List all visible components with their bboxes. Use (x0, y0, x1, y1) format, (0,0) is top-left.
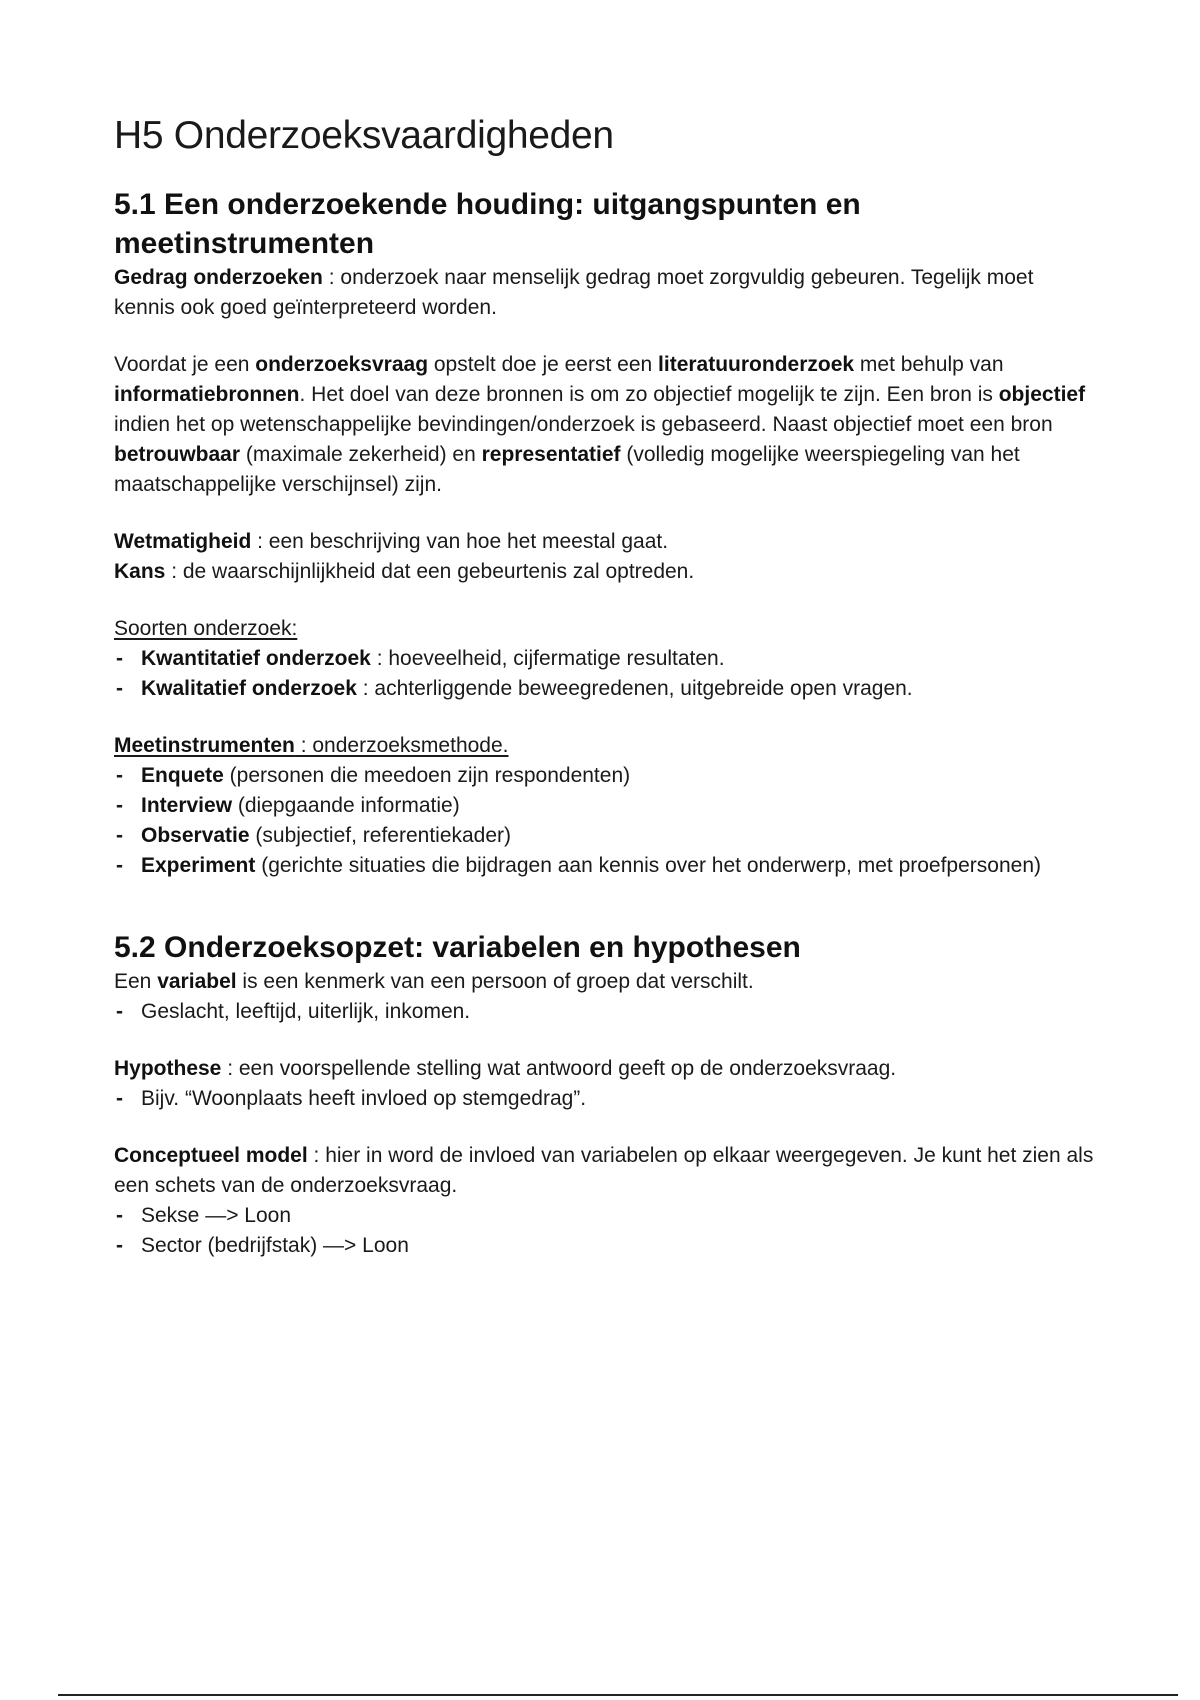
description: (personen die meedoen zijn respondenten) (223, 764, 631, 787)
term: Wetmatigheid (114, 530, 252, 553)
definition-kans (114, 557, 1094, 587)
term: Interview (141, 794, 233, 817)
definition: : hoeveelheid, cijfermatige resultaten. (370, 647, 725, 670)
soorten-list (114, 644, 1094, 704)
definition: : een voorspellende stelling wat antwoord geeft op de onderzoeksvraag. (221, 1057, 897, 1080)
text: indien het op wetenschappelijke bevindingen/onderzoek is gebaseerd. Naast objectief moet een bron (114, 413, 1053, 436)
term: Hypothese (114, 1057, 222, 1080)
term: variabel (157, 970, 237, 993)
term: informatiebronnen (114, 383, 300, 406)
text: Voordat je een (114, 353, 256, 376)
term: Gedrag onderzoeken (114, 266, 323, 289)
definition: : hier in word de invloed van variabelen op elkaar weergegeven. Je kunt het zien als een schets van de onderzoeksvraag. (114, 1144, 1094, 1197)
term: Observatie (141, 824, 250, 847)
section-heading-5-2: 5.2 Onderzoeksopzet: variabelen en hypothesen (114, 931, 801, 964)
list-item (114, 761, 1094, 791)
term: Kwalitatief onderzoek (141, 677, 357, 700)
list-item (114, 644, 1094, 674)
list-item (114, 851, 1094, 881)
page-title: H5 Onderzoeksvaardigheden (114, 114, 614, 157)
document-page (114, 112, 1094, 1261)
meetinstrumenten-heading (114, 731, 1094, 761)
text: . Het doel van deze bronnen is om zo objectief mogelijk te zijn. Een bron is (299, 383, 999, 406)
list-item: - Geslacht, leeftijd, uiterlijk, inkomen. (114, 997, 1094, 1027)
term: objectief (998, 383, 1086, 406)
paragraph-onderzoeksvraag (114, 350, 1094, 500)
paragraph-gedrag (114, 263, 1094, 323)
term: Experiment (141, 854, 256, 877)
definition: : achterliggende beweegredenen, uitgebreide open vragen. (356, 677, 913, 700)
list-item: - Sector (bedrijfstak) —> Loon (114, 1231, 1094, 1261)
definition-conceptueel-model (114, 1141, 1094, 1201)
description: (gerichte situaties die bijdragen aan kennis over het onderwerp, met proefpersonen) (255, 854, 1041, 877)
term: Meetinstrumenten (114, 734, 295, 757)
meetinstrumenten-list (114, 761, 1094, 881)
definition: : onderzoek naar menselijk gedrag moet zorgvuldig gebeuren. Tegelijk moet kennis ook goed geïnterpreteerd worden. (114, 266, 1034, 319)
list-item: - Sekse —> Loon (114, 1201, 1094, 1231)
hypothese-examples (114, 1084, 1094, 1114)
text: (maximale zekerheid) en (240, 443, 482, 466)
definition: : een beschrijving van hoe het meestal gaat. (251, 530, 669, 553)
term: betrouwbaar (114, 443, 241, 466)
term: Kans (114, 560, 166, 583)
list-item: - Bijv. “Woonplaats heeft invloed op stemgedrag”. (114, 1084, 1094, 1114)
description: (diepgaande informatie) (232, 794, 460, 817)
text: (volledig mogelijke weerspiegeling van het maatschappelijke verschijnsel) zijn. (114, 443, 1020, 496)
term: representatief (481, 443, 621, 466)
definition: : onderzoeksmethode. (294, 734, 509, 757)
term: Enquete (141, 764, 224, 787)
list-item (114, 791, 1094, 821)
text: met behulp van (854, 353, 1004, 376)
conceptueel-model-examples (114, 1201, 1094, 1261)
variabel-examples (114, 997, 1094, 1027)
term: Kwantitatief onderzoek (141, 647, 371, 670)
definition-wetmatigheid (114, 527, 1094, 557)
soorten-heading: Soorten onderzoek: (114, 617, 298, 640)
definition-hypothese (114, 1054, 1094, 1084)
text: is een kenmerk van een persoon of groep dat verschilt. (236, 970, 754, 993)
section-heading-5-1: 5.1 Een onderzoekende houding: uitgangspunten en meetinstrumenten (114, 188, 861, 260)
list-item (114, 821, 1094, 851)
description: (subjectief, referentiekader) (249, 824, 512, 847)
definition: : de waarschijnlijkheid dat een gebeurtenis zal optreden. (165, 560, 695, 583)
term: Conceptueel model (114, 1144, 308, 1167)
term: onderzoeksvraag (255, 353, 429, 376)
list-item (114, 674, 1094, 704)
term: literatuuronderzoek (658, 353, 855, 376)
footer-rule (58, 1694, 1178, 1696)
text: Een (114, 970, 158, 993)
paragraph-variabel (114, 967, 1094, 997)
text: opstelt doe je eerst een (428, 353, 659, 376)
